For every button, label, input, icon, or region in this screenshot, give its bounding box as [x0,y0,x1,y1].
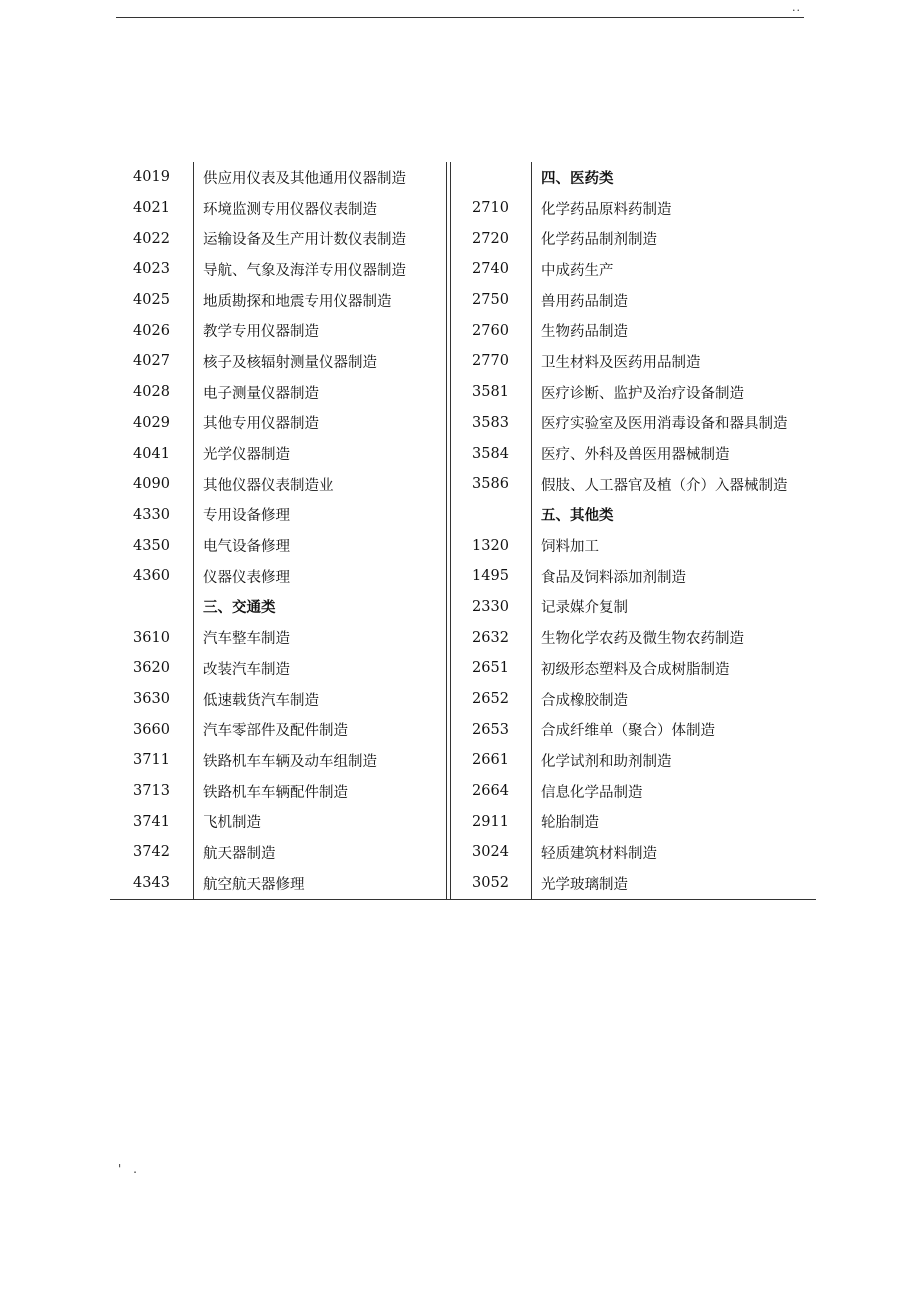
industry-code: 4029 [133,414,170,431]
industry-name: 信息化学品制造 [541,784,643,801]
table-row [450,837,816,868]
table-row [110,285,446,316]
table-right-column [450,162,816,899]
industry-code: 2652 [472,691,509,708]
table-left-column [110,162,446,899]
industry-code: 3024 [472,844,509,861]
center-double-divider [446,162,447,899]
industry-name: 轻质建筑材料制造 [541,845,657,862]
industry-name: 仪器仪表修理 [203,569,290,586]
industry-name: 教学专用仪器制造 [203,324,319,341]
industry-name: 汽车整车制造 [203,631,290,648]
industry-name: 生物药品制造 [541,324,628,341]
table-row [450,745,816,776]
industry-code: 4021 [133,200,170,217]
table-row [110,561,446,592]
table-row [110,346,446,377]
industry-code: 3630 [133,691,170,708]
industry-code: 2330 [472,598,509,615]
table-row [110,408,446,439]
industry-name: 核子及核辐射测量仪器制造 [203,354,377,371]
table-row [110,868,446,899]
table-row [110,622,446,653]
industry-name: 医疗实验室及医用消毒设备和器具制造 [541,416,788,433]
table-row [110,653,446,684]
industry-name: 改装汽车制造 [203,661,290,678]
industry-name: 光学玻璃制造 [541,876,628,893]
industry-name: 记录媒介复制 [541,600,628,617]
industry-code: 2651 [472,660,509,677]
table-row [110,193,446,224]
industry-code: 4026 [133,322,170,339]
industry-name: 合成橡胶制造 [541,692,628,709]
industry-code: 1495 [472,568,509,585]
industry-code: 2661 [472,752,509,769]
table-row [110,254,446,285]
table-row [450,530,816,561]
industry-name: 低速载货汽车制造 [203,692,319,709]
section-heading: 五、其他类 [541,508,614,525]
industry-code: 3620 [133,660,170,677]
section-heading-row [450,500,816,531]
industry-code: 3742 [133,844,170,861]
table-row [110,745,446,776]
industry-code: 3584 [472,445,509,462]
industry-name: 飞机制造 [203,815,261,832]
table-row [110,714,446,745]
industry-code: 2740 [472,261,509,278]
industry-name: 初级形态塑料及合成树脂制造 [541,661,730,678]
section-heading: 四、医药类 [541,170,614,187]
industry-name: 其他仪器仪表制造业 [203,477,334,494]
industry-code: 4343 [133,875,170,892]
industry-code: 4019 [133,169,170,186]
table-row [450,806,816,837]
table-row [450,223,816,254]
industry-name: 光学仪器制造 [203,447,290,464]
table-row [110,776,446,807]
industry-code: 3583 [472,414,509,431]
industry-name: 其他专用仪器制造 [203,416,319,433]
industry-name: 化学试剂和助剂制造 [541,753,672,770]
industry-code: 3610 [133,629,170,646]
industry-code: 2911 [472,813,509,830]
industry-name: 兽用药品制造 [541,293,628,310]
table-row [110,223,446,254]
industry-code: 4023 [133,261,170,278]
table-row [110,500,446,531]
section-heading-row [110,592,446,623]
industry-code: 3741 [133,813,170,830]
industry-code: 3052 [472,875,509,892]
industry-code: 4330 [133,506,170,523]
industry-code: 3713 [133,783,170,800]
industry-code: 2720 [472,230,509,247]
industry-code: 2632 [472,629,509,646]
footer-mark: ' . [118,1162,141,1176]
industry-code: 2750 [472,292,509,309]
industry-code: 2760 [472,322,509,339]
industry-name: 中成药生产 [541,262,614,279]
industry-name: 轮胎制造 [541,815,599,832]
industry-code: 4360 [133,568,170,585]
industry-code: 4041 [133,445,170,462]
table-row [450,254,816,285]
industry-name: 导航、气象及海洋专用仪器制造 [203,262,406,279]
industry-code: 2710 [472,200,509,217]
table-row [110,806,446,837]
industry-name: 供应用仪表及其他通用仪器制造 [203,170,406,187]
industry-name: 假肢、人工器官及植（介）入器械制造 [541,477,788,494]
industry-code: 4350 [133,537,170,554]
industry-code: 3581 [472,384,509,401]
industry-name: 食品及饲料添加剂制造 [541,569,686,586]
table-row [450,285,816,316]
industry-name: 航空航天器修理 [203,876,305,893]
industry-name: 运输设备及生产用计数仪表制造 [203,232,406,249]
table-row [450,193,816,224]
industry-code: 4025 [133,292,170,309]
table-row [450,377,816,408]
industry-name: 航天器制造 [203,845,276,862]
industry-name: 铁路机车车辆及动车组制造 [203,753,377,770]
industry-name: 化学药品制剂制造 [541,232,657,249]
table-bottom-rule [110,899,816,900]
section-heading-row [450,162,816,193]
industry-code: 4090 [133,476,170,493]
table-row [450,408,816,439]
table-row [450,438,816,469]
table-row [450,315,816,346]
industry-code: 3711 [133,752,170,769]
table-row [110,469,446,500]
table-row [450,346,816,377]
table-row [450,561,816,592]
section-heading: 三、交通类 [203,600,276,617]
industry-name: 合成纤维单（聚合）体制造 [541,723,715,740]
industry-name: 环境监测专用仪器仪表制造 [203,201,377,218]
industry-code: 1320 [472,537,509,554]
table-row [450,776,816,807]
table-row [110,377,446,408]
table-row [450,714,816,745]
industry-name: 化学药品原料药制造 [541,201,672,218]
table-row [450,622,816,653]
industry-name: 电气设备修理 [203,539,290,556]
industry-name: 电子测量仪器制造 [203,385,319,402]
industry-name: 饲料加工 [541,539,599,556]
industry-code: 3586 [472,476,509,493]
industry-code: 4028 [133,384,170,401]
industry-name: 铁路机车车辆配件制造 [203,784,348,801]
header-rule [116,17,804,18]
industry-name: 卫生材料及医药用品制造 [541,354,701,371]
industry-code: 2664 [472,783,509,800]
industry-name: 专用设备修理 [203,508,290,525]
industry-name: 地质勘探和地震专用仪器制造 [203,293,392,310]
industry-code: 4022 [133,230,170,247]
table-row [110,684,446,715]
table-row [110,530,446,561]
industry-code: 4027 [133,353,170,370]
industry-name: 汽车零部件及配件制造 [203,723,348,740]
table-row [110,315,446,346]
table-row [450,469,816,500]
table-row [110,162,446,193]
table-row [110,837,446,868]
industry-name: 医疗诊断、监护及治疗设备制造 [541,385,744,402]
table-row [450,684,816,715]
header-mark: .. [792,1,801,14]
table-row [450,868,816,899]
industry-name: 生物化学农药及微生物农药制造 [541,631,744,648]
industry-code: 3660 [133,721,170,738]
table-row [110,438,446,469]
table-row [450,592,816,623]
table-row [450,653,816,684]
industry-code: 2770 [472,353,509,370]
industry-name: 医疗、外科及兽医用器械制造 [541,447,730,464]
industry-code: 2653 [472,721,509,738]
